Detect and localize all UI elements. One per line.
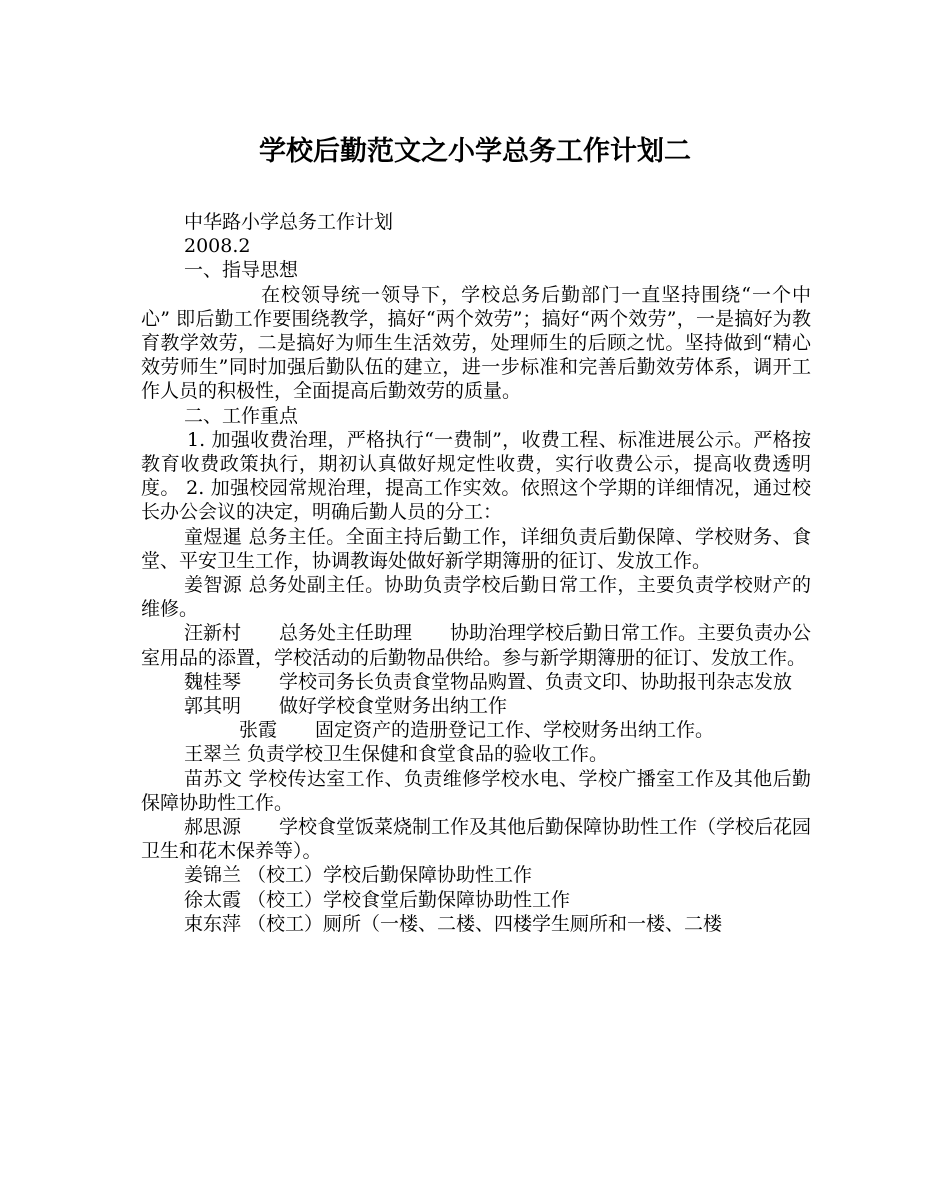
staff-duty-item: 郝思源 学校食堂饭菜烧制工作及其他后勤保障协助性工作（学校后花园卫生和花木保养等）。 [141, 816, 812, 863]
staff-duty-item: 束东萍 （校工）厕所（一楼、二楼、四楼学生厕所和一楼、二楼 [184, 912, 723, 935]
paragraph-work-focus: 1. 加强收费治理，严格执行“一费制”，收费工程、标准进展公示。严格按教育收费政策执行，期初认真做好规定性收费，实行收费公示，提高收费透明度。 2. 加强校园常规治理，提高工作实效。依照这个学期的详细情况，通过校长办公会议的决定，明确后勤人员的分工： [141, 428, 811, 524]
paragraph-guiding-ideology: 在校领导统一领导下，学校总务后勤部门一直坚持围绕“一个中心” 即后勤工作要围绕教学，搞好“两个效劳”；搞好“两个效劳”，一是搞好为教育教学效劳，二是搞好为师生生活效劳，处理师生的后顾之忧。坚持做到“精心效劳师生”同时加强后勤队伍的建立，进一步标准和完善后勤效劳体系，调开工作人员的积极性，全面提高后勤效劳的质量。 [141, 283, 811, 403]
staff-duty-item: 张霞 固定资产的造册登记工作、学校财务出纳工作。 [239, 719, 715, 742]
staff-duty-item: 童煜暹 总务主任。全面主持后勤工作，详细负责后勤保障、学校财务、食堂、平安卫生工作，协调教诲处做好新学期簿册的征订、发放工作。 [141, 525, 811, 572]
section-heading-guiding-ideology: 一、指导思想 [184, 259, 299, 282]
staff-duty-item: 汪新村 总务处主任助理 协助治理学校后勤日常工作。主要负责办公室用品的添置，学校活动的后勤物品供给。参与新学期簿册的征订、发放工作。 [141, 622, 812, 669]
staff-duty-item: 徐太霞 （校工）学校食堂后勤保障协助性工作 [184, 888, 571, 911]
staff-duty-item: 郭其明 做好学校食堂财务出纳工作 [184, 695, 508, 718]
staff-duty-item: 王翠兰 负责学校卫生保健和食堂食品的验收工作。 [184, 743, 609, 766]
document-title: 学校后勤范文之小学总务工作计划二 [259, 136, 691, 167]
paragraph-school-plan-name: 中华路小学总务工作计划 [184, 211, 394, 233]
staff-duty-item: 姜锦兰 （校工）学校后勤保障协助性工作 [184, 864, 533, 887]
document-body [141, 210, 811, 936]
staff-duty-item: 姜智源 总务处副主任。协助负责学校后勤日常工作，主要负责学校财产的维修。 [141, 574, 811, 621]
paragraph-date: 2008.2 [184, 235, 251, 258]
staff-duty-item: 苗苏文 学校传达室工作、负责维修学校水电、学校广播室工作及其他后勤保障协助性工作。 [141, 767, 811, 814]
staff-duty-item: 魏桂琴 学校司务长负责食堂物品购置、负责文印、协助报刊杂志发放 [184, 670, 793, 693]
section-heading-work-focus: 二、工作重点 [184, 404, 299, 427]
